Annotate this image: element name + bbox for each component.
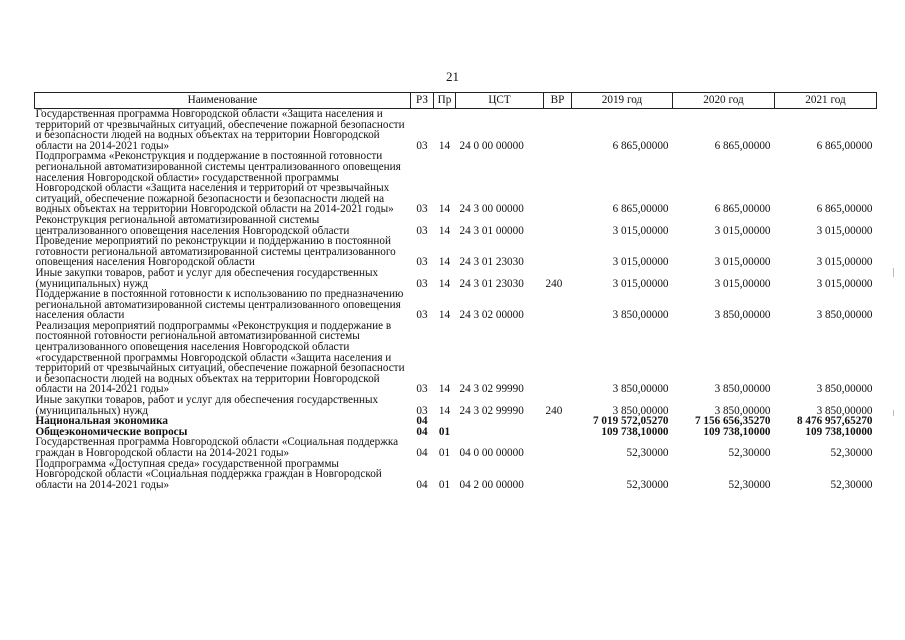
row-vr-cell: 240 [545, 277, 563, 290]
row-name-cell: Общеэкономические вопросы [35, 425, 188, 438]
row-cst-cell [456, 427, 544, 438]
row-pr-cell: 01 [438, 425, 451, 438]
row-vr-cell [544, 437, 572, 458]
col-header-2021: 2021 год [775, 93, 877, 109]
row-2019-cell: 6 865,00000 [612, 139, 669, 152]
row-name-cell: Проведение мероприятий по реконструкции и поддержанию в постоянной готовности региональной автоматизированной системы централизованного оповещения населения Новгородской области [35, 235, 396, 269]
row-vr-cell [544, 416, 572, 427]
row-2019-cell: 3 850,00000 [612, 309, 669, 322]
row-pr-cell: 14 [438, 404, 451, 417]
row-2019-cell: 3 850,00000 [612, 383, 669, 396]
row-vr-cell [544, 321, 572, 395]
row-cst-cell [456, 416, 544, 427]
row-name-cell: Иные закупки товаров, работ и услуг для обеспечения государственных (муниципальных) нужд [35, 394, 379, 417]
row-name-cell: Национальная экономика [35, 415, 168, 428]
row-2021-cell: 3 015,00000 [816, 224, 873, 237]
table-row [35, 289, 877, 321]
row-pr-cell: 14 [438, 139, 451, 152]
table-row [35, 215, 877, 236]
row-name-cell: Подпрограмма «Реконструкция и поддержание в постоянной готовности региональной автоматизированной системы централизованного оповещения населения Новгородской области» государственной программы Новгородской области «Защита населения и территорий от чрезвычайных ситуаций, обеспечение пожарной безопасности и безопасности людей на водных объектах на территории Новгородской области на 2014-2021 годы» [35, 150, 401, 216]
row-pr-cell: 14 [438, 256, 451, 269]
row-rz-cell: 04 [416, 447, 428, 459]
row-rz-cell: 04 [416, 425, 428, 438]
row-name-cell: Иные закупки товаров, работ и услуг для обеспечения государственных (муниципальных) нужд [35, 266, 379, 290]
row-2021-cell: 6 865,00000 [816, 203, 873, 216]
row-2021-cell: 3 850,00000 [816, 383, 873, 396]
table-body [35, 109, 877, 491]
col-header-rz: РЗ [411, 93, 434, 109]
row-2021-cell: 3 850,00000 [816, 309, 873, 322]
row-cst-cell: 24 0 00 00000 [459, 139, 524, 152]
row-cst-cell: 24 3 01 23030 [459, 277, 524, 290]
row-name-cell: Государственная программа Новгородской области «Социальная поддержка граждан в Новгородской области на 2014-2021 годы» [35, 436, 399, 459]
row-2019-cell: 3 015,00000 [612, 277, 669, 290]
scan-artifact [893, 410, 894, 416]
row-2021-cell: 6 865,00000 [816, 139, 873, 152]
row-2020-cell: 3 015,00000 [714, 277, 771, 290]
row-name-cell: Реконструкция региональной автоматизированной системы централизованного оповещения населения Новгородской области [35, 213, 350, 237]
row-cst-cell: 24 3 02 99990 [459, 383, 524, 396]
header-row [35, 93, 877, 109]
row-2020-cell: 109 738,10000 [703, 425, 771, 438]
row-rz-cell: 03 [416, 404, 428, 417]
row-2021-cell: 3 015,00000 [816, 256, 873, 269]
row-rz-cell: 03 [416, 224, 428, 237]
table-row [35, 268, 877, 289]
row-vr-cell [544, 236, 572, 268]
row-2020-cell: 6 865,00000 [714, 203, 771, 216]
row-vr-cell [544, 289, 572, 321]
row-2021-cell: 52,30000 [830, 447, 873, 459]
row-pr-cell: 14 [438, 224, 451, 237]
table-row [35, 236, 877, 268]
row-pr-cell: 14 [438, 277, 451, 290]
row-2019-cell: 3 015,00000 [612, 224, 669, 237]
scan-artifact [893, 268, 894, 277]
row-name-cell: Реализация мероприятий подпрограммы «Реконструкция и поддержание в постоянной готовности региональной автоматизированной системы централизованного оповещения населения Новгородской области «государственной программы Новгородской области «Защита населения и территорий от чрезвычайных ситуаций, обеспечение пожарной безопасности и безопасности людей на водных объектах на территории Новгородской области на 2014-2021 годы» [35, 319, 405, 396]
row-cst-cell: 04 0 00 00000 [459, 447, 524, 459]
row-cst-cell: 24 3 01 23030 [459, 256, 524, 269]
row-2021-cell: 8 476 957,65270 [796, 415, 873, 428]
row-pr-cell: 14 [438, 383, 451, 396]
row-cst-cell: 24 3 01 00000 [459, 224, 524, 237]
budget-table [34, 92, 877, 490]
row-name-cell: Поддержание в постоянной готовности к использованию по предназначению региональной автоматизированной системы централизованного оповещения населения области [35, 288, 404, 322]
row-rz-cell: 03 [416, 383, 428, 396]
row-rz-cell: 03 [416, 256, 428, 269]
row-2020-cell: 3 015,00000 [714, 224, 771, 237]
table-row [35, 395, 877, 416]
table-row [35, 109, 877, 152]
table-row [35, 151, 877, 215]
row-vr-cell [544, 215, 572, 236]
row-2019-cell: 6 865,00000 [612, 203, 669, 216]
row-2020-cell: 3 850,00000 [714, 309, 771, 322]
row-2020-cell: 3 015,00000 [714, 256, 771, 269]
row-pr-cell: 14 [438, 203, 451, 216]
row-2021-cell: 52,30000 [830, 478, 873, 491]
col-header-vr: ВР [544, 93, 572, 109]
row-name-cell: Государственная программа Новгородской области «Защита населения и территорий от чрезвычайных ситуаций, обеспечение пожарной безопасности и безопасности людей на водных объектах на территории Новгородской области на 2014-2021 годы» [35, 108, 405, 152]
row-2020-cell: 52,30000 [728, 447, 771, 459]
row-vr-cell [544, 151, 572, 215]
row-pr-cell: 01 [438, 478, 451, 491]
table-row [35, 321, 877, 395]
table-row [35, 459, 877, 491]
row-cst-cell: 04 2 00 00000 [459, 478, 524, 491]
row-pr-cell: 14 [438, 309, 451, 322]
row-2021-cell: 109 738,10000 [805, 425, 873, 438]
row-2020-cell: 52,30000 [728, 478, 771, 491]
row-pr-cell: 01 [438, 447, 451, 459]
row-name-cell: Подпрограмма «Доступная среда» государственной программы Новгородской области «Социальная поддержка граждан в Новгородской области на 2014-2021 годы» [35, 457, 382, 491]
row-2019-cell: 52,30000 [626, 478, 669, 491]
row-rz-cell: 03 [416, 203, 428, 216]
row-rz-cell: 03 [416, 309, 428, 322]
row-2019-cell: 3 015,00000 [612, 256, 669, 269]
col-header-2019: 2019 год [572, 93, 673, 109]
col-header-cst: ЦСТ [456, 93, 544, 109]
row-2020-cell: 3 850,00000 [714, 383, 771, 396]
row-rz-cell: 04 [416, 415, 428, 428]
row-2020-cell: 3 850,00000 [714, 404, 771, 417]
row-2020-cell: 6 865,00000 [714, 139, 771, 152]
row-cst-cell: 24 3 00 00000 [459, 203, 524, 216]
col-header-pr: Пр [434, 93, 456, 109]
row-vr-cell [544, 459, 572, 491]
row-2021-cell: 3 850,00000 [816, 404, 873, 417]
row-vr-cell [544, 427, 572, 438]
row-2019-cell: 3 850,00000 [612, 404, 669, 417]
page-number: 21 [446, 69, 459, 84]
col-header-name: Наименование [35, 93, 411, 109]
row-2019-cell: 52,30000 [626, 447, 669, 459]
table-row [35, 437, 877, 458]
row-cst-cell: 24 3 02 99990 [459, 404, 524, 417]
row-cst-cell: 24 3 02 00000 [459, 309, 524, 322]
row-rz-cell: 03 [416, 139, 428, 152]
row-rz-cell: 03 [416, 277, 428, 290]
col-header-2020: 2020 год [673, 93, 775, 109]
row-rz-cell: 04 [416, 478, 428, 491]
row-2021-cell: 3 015,00000 [816, 277, 873, 290]
row-vr-cell [544, 109, 572, 152]
row-2019-cell: 109 738,10000 [601, 425, 669, 438]
row-vr-cell: 240 [545, 404, 563, 417]
row-2019-cell: 7 019 572,05270 [592, 415, 669, 428]
row-2020-cell: 7 156 656,35270 [694, 415, 771, 428]
